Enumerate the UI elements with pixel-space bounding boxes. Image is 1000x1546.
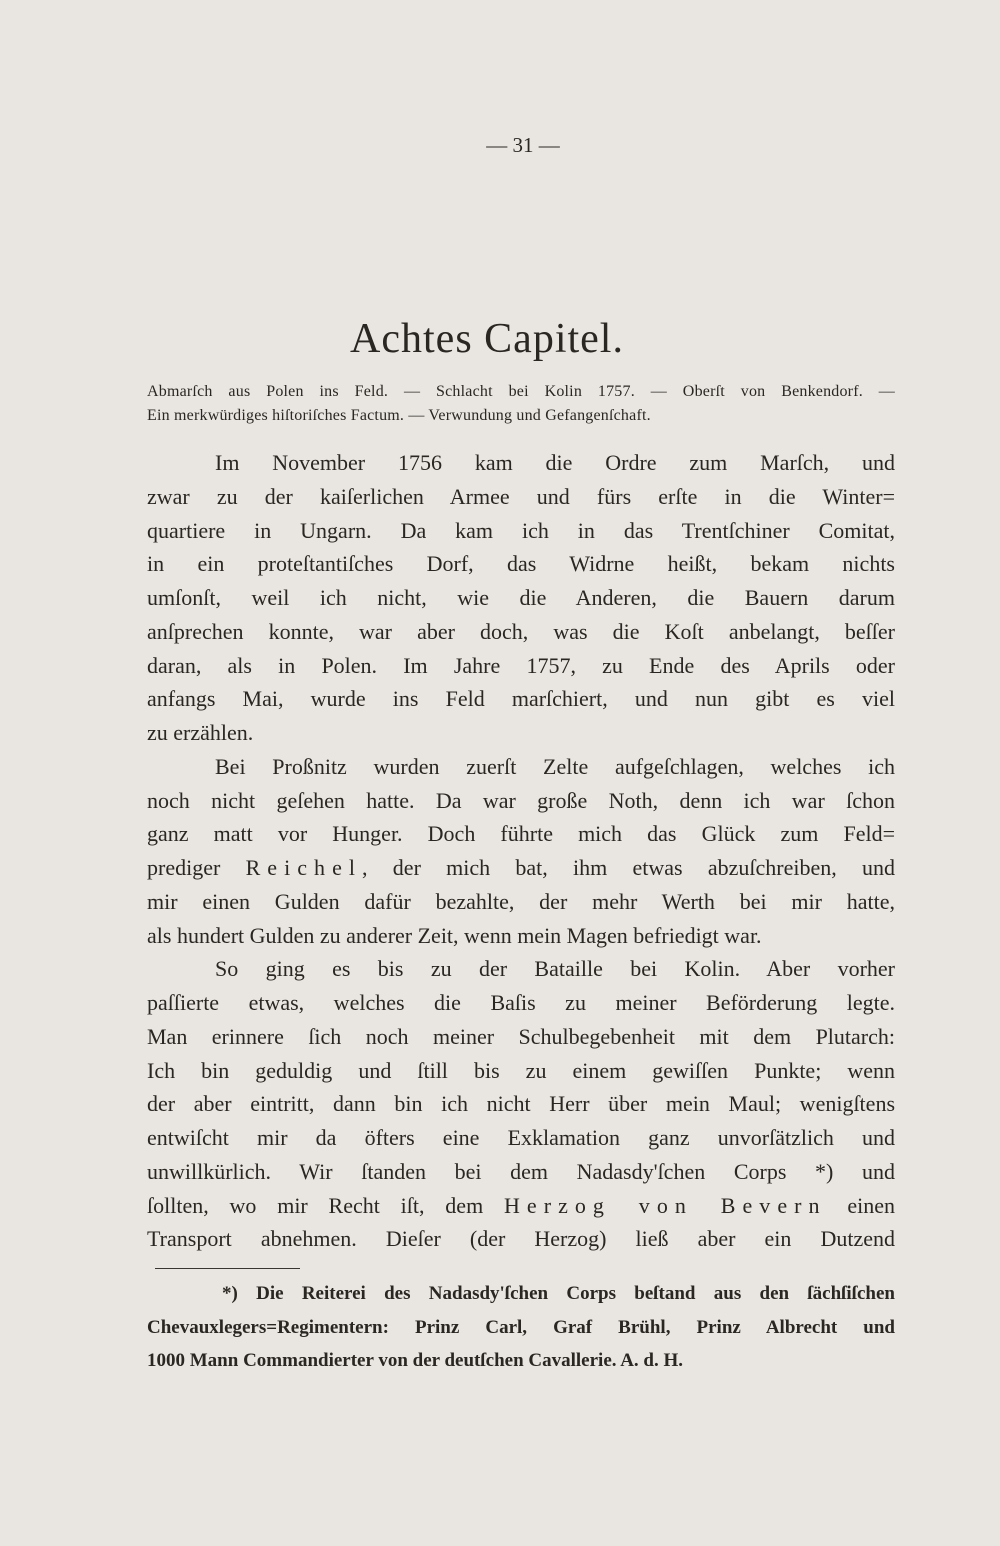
body-line: entwiſcht mir da öfters eine Exklamation ganz unvorſätzlich und [147,1125,895,1150]
body-line-text: prediger [147,855,246,880]
body-line: als hundert Gulden zu anderer Zeit, wenn mein Magen befriedigt war. [147,922,762,948]
page-number: — 31 — [486,133,560,157]
body-line: daran, als in Polen. Im Jahre 1757, zu Ende des Aprils oder [147,652,895,678]
chapter-summary-line: Ein merkwürdiges hiſtoriſches Factum. — Verwundung und Gefangenſchaft. [147,407,651,424]
body-line: unwillkürlich. Wir ſtanden bei dem Nadasdy'ſchen Corps *) und [147,1158,895,1184]
footnote-rule [155,1268,300,1269]
chapter-summary-line: Abmarſch aus Polen ins Feld. — Schlacht bei Kolin 1757. — Oberſt von Benkendorf. — [147,383,895,400]
emphasized-name: Reichel [245,855,363,880]
body-line: ganz matt vor Hunger. Doch führte mich das Glück zum Feld= [147,821,895,847]
body-line: Transport abnehmen. Dieſer (der Herzog) ließ aber ein Dutzend [147,1226,895,1252]
body-line: mir einen Gulden dafür bezahlte, der mehr Werth bei mir hatte, [147,888,895,914]
chapter-text [147,446,895,1256]
body-line-text: einen [826,1192,895,1218]
body-line: Man erinnere ſich noch meiner Schulbegebenheit mit dem Plutarch: [147,1023,895,1049]
chapter-title: Achtes Capitel. [350,316,624,362]
body-line: Bei Proßnitz wurden zuerſt Zelte aufgeſchlagen, welches ich [215,753,895,779]
body-line: anſprechen konnte, war aber doch, was die Koſt anbelangt, beſſer [147,618,895,644]
body-line: in ein proteſtantiſches Dorf, das Widrne heißt, bekam nichts [147,551,895,577]
chapter-summary [147,380,895,428]
body-line: noch nicht geſehen hatte. Da war große Noth, denn ich war ſchon [147,787,895,813]
body-line [147,1189,895,1223]
body-line: paſſierte etwas, welches die Baſis zu meiner Beförderung legte. [147,990,895,1015]
body-line: Ich bin geduldig und ſtill bis zu einem gewiſſen Punkte; wenn [147,1057,895,1083]
footnote-line: 1000 Mann Commandierter von der deutſchen Cavallerie. A. d. H. [147,1350,684,1371]
body-line: anfangs Mai, wurde ins Feld marſchiert, und nun gibt es viel [147,686,895,712]
body-line: umſonſt, weil ich nicht, wie die Anderen, die Bauern darum [147,585,895,610]
body-paragraph [147,750,895,953]
body-line [147,851,895,885]
footnote-line: *) Die Reiterei des Nadasdy'ſchen Corps beſtand aus den ſächſiſchen [222,1283,895,1304]
body-paragraph [147,952,895,1256]
body-line: So ging es bis zu der Bataille bei Kolin. Aber vorher [215,956,895,982]
body-line: zwar zu der kaiſerlichen Armee und fürs erſte in die Winter= [147,483,895,509]
body-line-text: , der mich bat, ihm etwas abzuſchreiben, und [362,855,895,880]
body-paragraph [147,446,895,750]
body-line: der aber eintritt, dann bin ich nicht Herr über mein Maul; wenigſtens [147,1091,895,1117]
body-line: quartiere in Ungarn. Da kam ich in das Trentſchiner Comitat, [147,517,895,543]
footnote-line: Chevauxlegers=Regimentern: Prinz Carl, Graf Brühl, Prinz Albrecht und [147,1316,895,1338]
emphasized-name: Herzog von Bevern [503,1192,827,1218]
body-line-text: ſollten, wo mir Recht iſt, dem [147,1192,504,1218]
footnote [147,1277,895,1378]
body-line: Im November 1756 kam die Ordre zum Marſch, und [215,450,895,475]
body-line: zu erzählen. [147,720,254,745]
